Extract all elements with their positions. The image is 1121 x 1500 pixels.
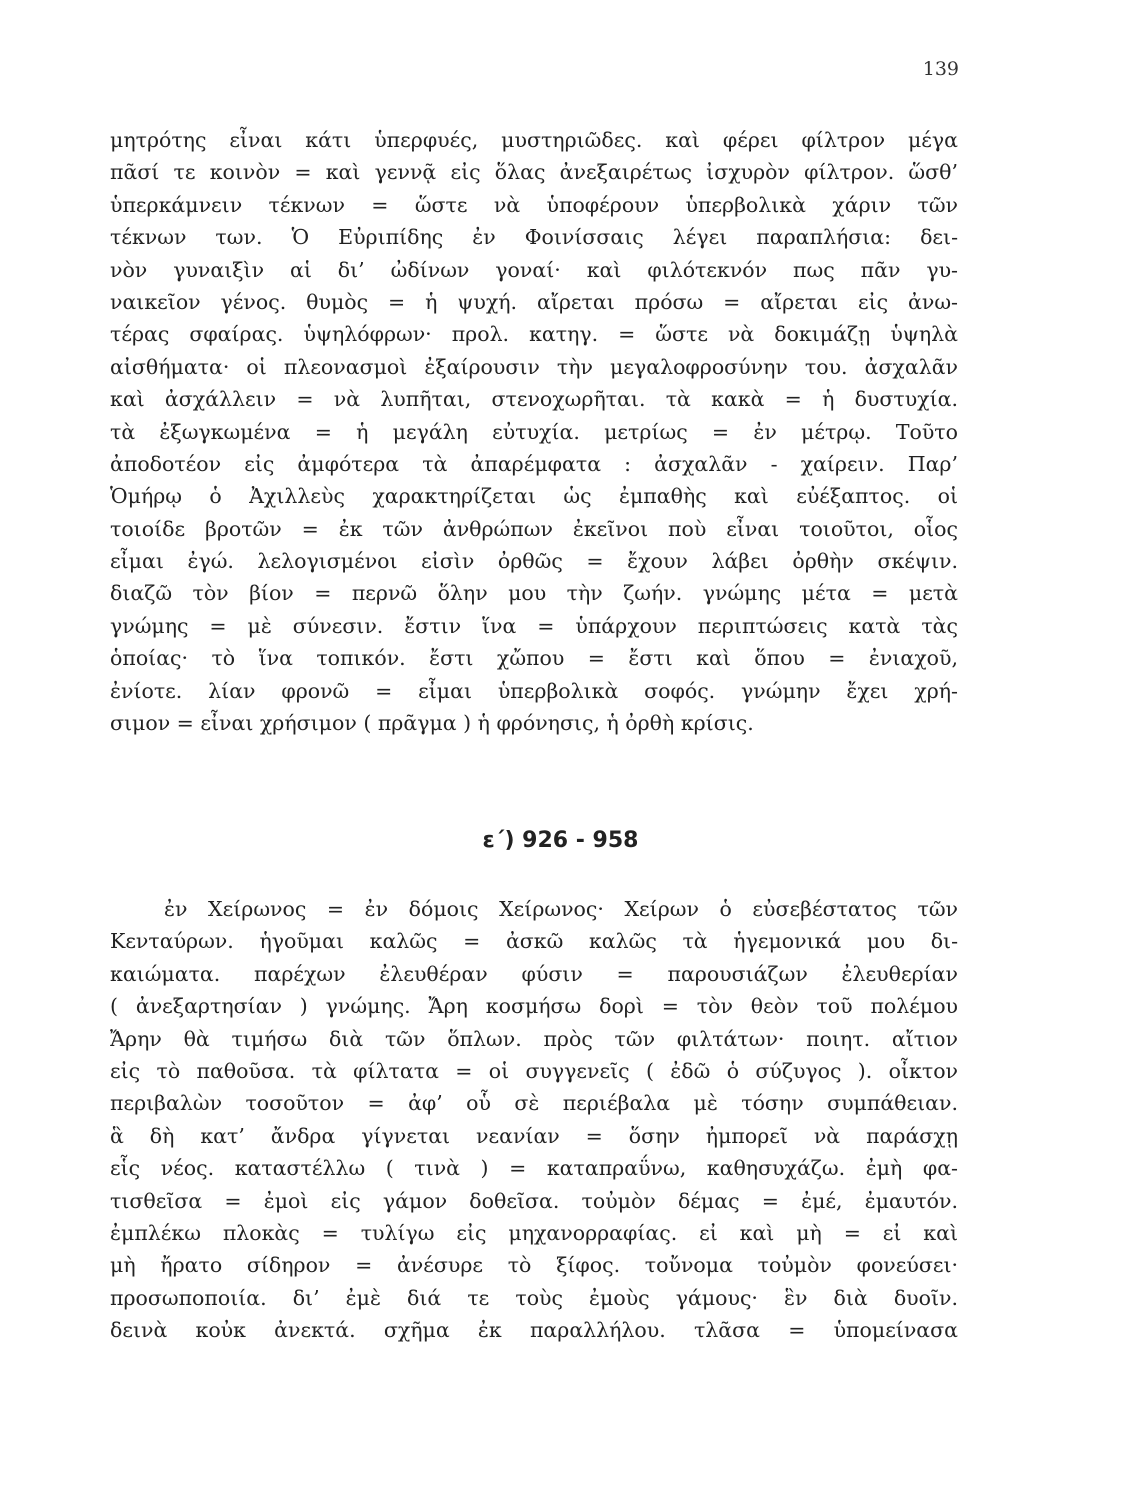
text-line: εἷς νέος. καταστέλλω ( τινὰ ) = καταπραΰνω, καθησυχάζω. ἐμὴ φα- bbox=[110, 1156, 958, 1181]
text-line: τοιοίδε βροτῶν = ἐκ τῶν ἀνθρώπων ἐκεῖνοι ποὺ εἶναι τοιοῦτοι, οἷος bbox=[110, 516, 958, 541]
text-line: γνώμης = μὲ σύνεσιν. ἔστιν ἵνα = ὑπάρχουν περιπτώσεις κατὰ τὰς bbox=[110, 613, 958, 638]
text-line: ὁποίας· τὸ ἵνα τοπικόν. ἔστι χὤπου = ἔστι καὶ ὅπου = ἐνιαχοῦ, bbox=[110, 646, 958, 671]
text-line: νὸν γυναιξὶν αἱ δι’ ὠδίνων γοναί· καὶ φιλότεκνόν πως πᾶν γυ- bbox=[110, 257, 958, 282]
text-line: ἐν Χείρωνος = ἐν δόμοις Χείρωνος· Χείρων ὁ εὐσεβέστατος τῶν bbox=[164, 897, 958, 921]
text-line: καὶ ἀσχάλλειν = νὰ λυπῆται, στενοχωρῆται. τὰ κακὰ = ἡ δυστυχία. bbox=[110, 387, 958, 412]
text-line: τισθεῖσα = ἐμοὶ εἰς γάμον δοθεῖσα. τοὐμὸν δέμας = ἐμέ, ἐμαυτόν. bbox=[110, 1188, 958, 1213]
text-line: προσωποποιία. δι’ ἐμὲ διά τε τοὺς ἐμοὺς γάμους· ἓν διὰ δυοῖν. bbox=[110, 1285, 958, 1310]
text-line: ἐνίοτε. λίαν φρονῶ = εἶμαι ὑπερβολικὰ σοφός. γνώμην ἔχει χρή- bbox=[110, 678, 958, 703]
text-line: Ἄρην θὰ τιμήσω διὰ τῶν ὅπλων. πρὸς τῶν φιλτάτων· ποιητ. αἴτιον bbox=[110, 1026, 958, 1051]
text-line: σιμον = εἶναι χρήσιμον ( πρᾶγμα ) ἡ φρόνησις, ἡ ὀρθὴ κρίσις. bbox=[110, 711, 754, 736]
text-line: διαζῶ τὸν βίον = περνῶ ὅλην μου τὴν ζωήν. γνώμης μέτα = μετὰ bbox=[110, 581, 958, 606]
text-line: Ὁμήρῳ ὁ Ἀχιλλεὺς χαρακτηρίζεται ὡς ἐμπαθὴς καὶ εὐέξαπτος. οἱ bbox=[110, 484, 958, 509]
text-line: μὴ ἤρατο σίδηρον = ἀνέσυρε τὸ ξίφος. τοὔνομα τοὐμὸν φονεύσει· bbox=[110, 1253, 958, 1278]
text-line: εἶμαι ἐγώ. λελογισμένοι εἰσὶν ὀρθῶς = ἔχουν λάβει ὀρθὴν σκέψιν. bbox=[110, 549, 958, 574]
text-line: ἃ δὴ κατ’ ἄνδρα γίγνεται νεανίαν = ὅσην ἠμπορεῖ νὰ παράσχῃ bbox=[110, 1123, 958, 1148]
paragraph-commentary-1 bbox=[110, 124, 958, 739]
text-line: ἀποδοτέον εἰς ἀμφότερα τὰ ἀπαρέμφατα : ἀσχαλᾶν - χαίρειν. Παρ’ bbox=[110, 451, 958, 476]
text-line: Κενταύρων. ἡγοῦμαι καλῶς = ἀσκῶ καλῶς τὰ ἡγεμονικά μου δι- bbox=[110, 929, 958, 954]
text-line: ( ἀνεξαρτησίαν ) γνώμης. Ἄρη κοσμήσω δορὶ = τὸν θεὸν τοῦ πολέμου bbox=[110, 994, 958, 1019]
text-line: τέκνων των. Ὁ Εὐριπίδης ἐν Φοινίσσαις λέγει παραπλήσια: δει- bbox=[110, 225, 958, 250]
text-line: μητρότης εἶναι κάτι ὑπερφυές, μυστηριῶδες. καὶ φέρει φίλτρον μέγα bbox=[110, 128, 958, 152]
page-number: 139 bbox=[922, 58, 959, 80]
text-line: εἰς τὸ παθοῦσα. τὰ φίλτατα = οἱ συγγενεῖς ( ἐδῶ ὁ σύζυγος ). οἶκτον bbox=[110, 1058, 958, 1083]
text-line: ναικεῖον γένος. θυμὸς = ἡ ψυχή. αἴρεται πρόσω = αἴρεται εἰς ἀνω- bbox=[110, 289, 958, 314]
text-line: πᾶσί τε κοινὸν = καὶ γεννᾷ εἰς ὅλας ἀνεξαιρέτως ἰσχυρὸν φίλτρον. ὥσθ’ bbox=[110, 160, 958, 185]
paragraph-commentary-2 bbox=[110, 893, 958, 1346]
text-line: δεινὰ κοὐκ ἀνεκτά. σχῆμα ἐκ παραλλήλου. τλᾶσα = ὑπομείνασα bbox=[110, 1318, 958, 1343]
text-line: περιβαλὼν τοσοῦτον = ἀφ’ οὗ σὲ περιέβαλα μὲ τόσην συμπάθειαν. bbox=[110, 1091, 958, 1116]
text-line: καιώματα. παρέχων ἐλευθέραν φύσιν = παρουσιάζων ἐλευθερίαν bbox=[110, 961, 958, 986]
text-line: ἐμπλέκω πλοκὰς = τυλίγω εἰς μηχανορραφίας. εἰ καὶ μὴ = εἰ καὶ bbox=[110, 1220, 958, 1245]
text-line: τὰ ἐξωγκωμένα = ἡ μεγάλη εὐτυχία. μετρίως = ἐν μέτρῳ. Τοῦτο bbox=[110, 419, 958, 444]
text-line: ὑπερκάμνειν τέκνων = ὥστε νὰ ὑποφέρουν ὑπερβολικὰ χάριν τῶν bbox=[110, 192, 958, 217]
text-line: αἰσθήματα· οἱ πλεονασμοὶ ἐξαίρουσιν τὴν μεγαλοφροσύνην του. ἀσχαλᾶν bbox=[110, 354, 958, 379]
text-line: τέρας σφαίρας. ὑψηλόφρων· προλ. κατηγ. = ὥστε νὰ δοκιμάζῃ ὑψηλὰ bbox=[110, 322, 958, 347]
section-heading: ε΄) 926 - 958 bbox=[482, 828, 639, 853]
